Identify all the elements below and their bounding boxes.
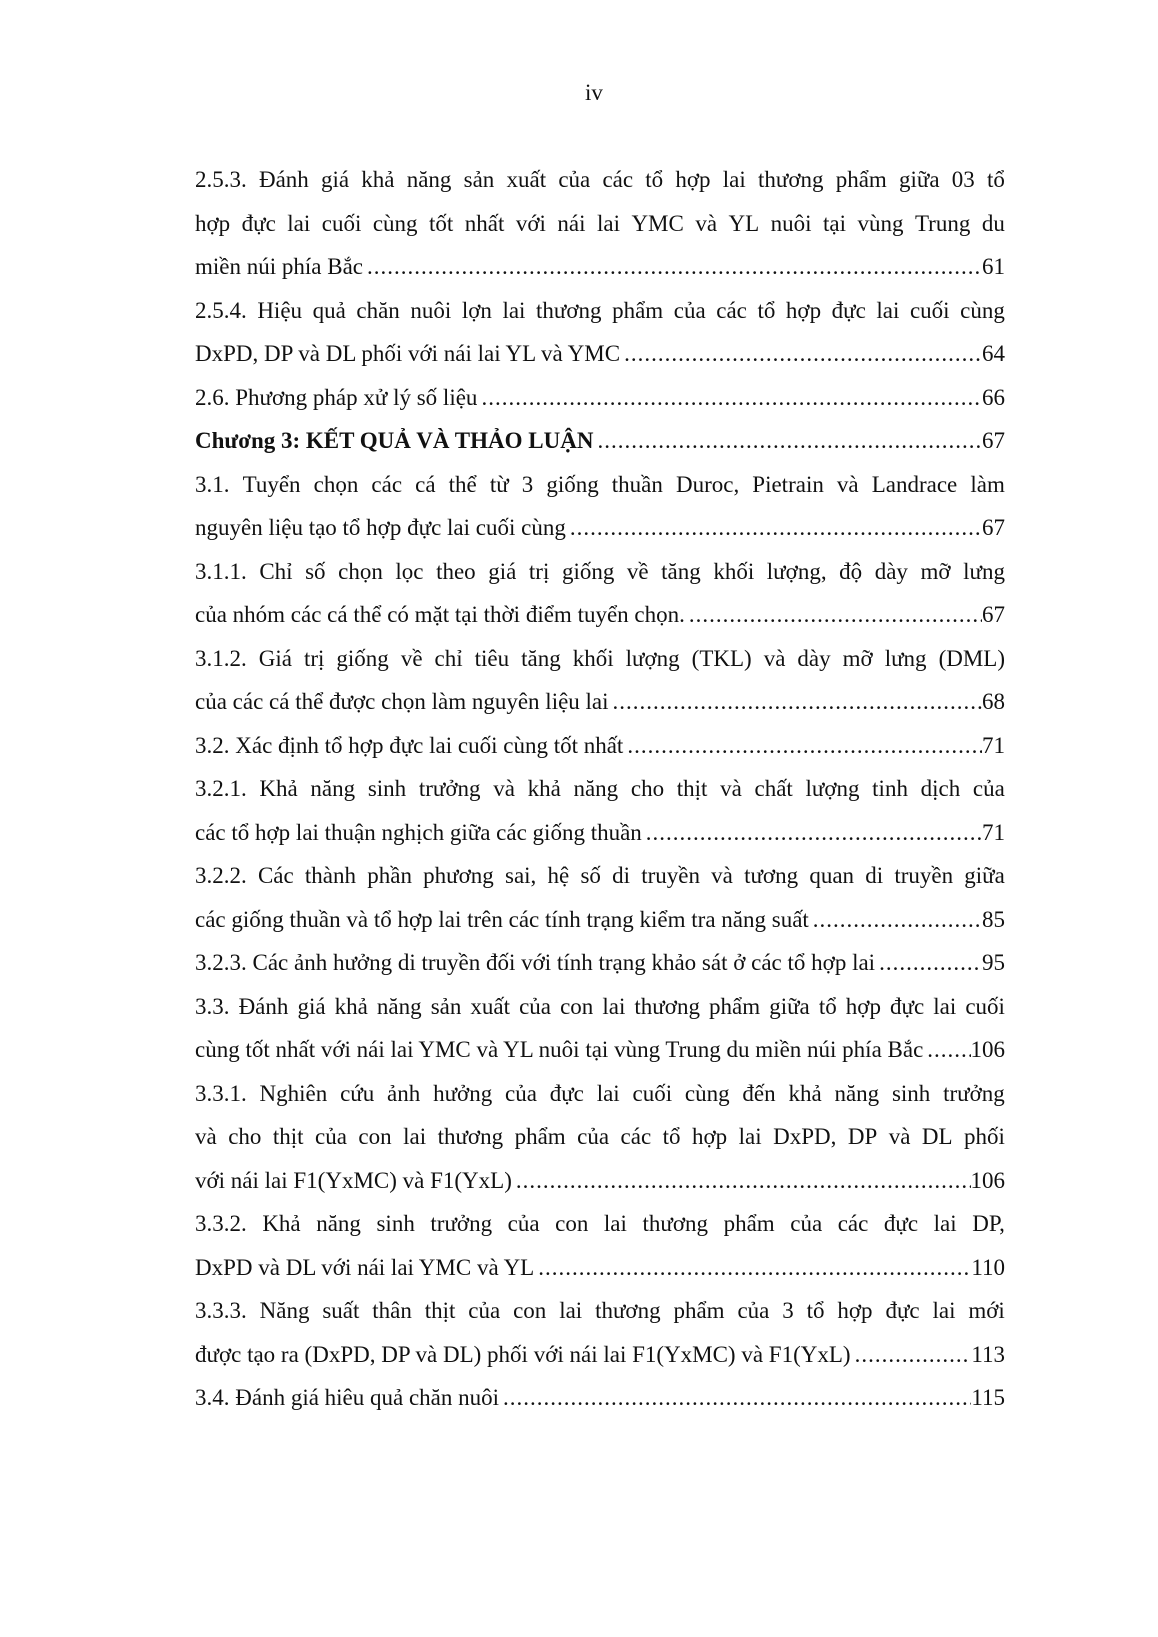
toc-entry-title: cùng tốt nhất với nái lai YMC và YL nuôi tại vùng Trung du miền núi phía Bắc: [195, 1037, 924, 1062]
dot-leader: [689, 593, 982, 637]
toc-entry[interactable]: [195, 1202, 1005, 1289]
toc-entry-last-line: [195, 376, 1005, 420]
toc-entry[interactable]: [195, 463, 1005, 550]
table-of-contents: [195, 158, 1005, 1420]
toc-entry-title: các tổ hợp lai thuận nghịch giữa các giống thuần: [195, 819, 642, 845]
toc-page-number: 106: [970, 1037, 1005, 1062]
toc-entry-title: của các cá thể được chọn làm nguyên liệu lai: [195, 689, 609, 714]
toc-entry-title: các giống thuần và tổ hợp lai trên các tính trạng kiểm tra năng suất: [195, 906, 809, 932]
toc-page-number: 85: [982, 906, 1005, 932]
toc-entry[interactable]: [195, 985, 1005, 1072]
dot-leader: [879, 941, 982, 985]
toc-entry[interactable]: [195, 289, 1005, 376]
toc-entry-line: hợp đực lai cuối cùng tốt nhất với nái lai YMC và YL nuôi tại vùng Trung du: [195, 210, 1005, 236]
toc-entry-title: 3.2. Xác định tổ hợp đực lai cuối cùng tốt nhất: [195, 732, 624, 758]
toc-page-number: 113: [971, 1341, 1005, 1367]
toc-entry-last-line: [195, 1159, 1005, 1203]
toc-entry-line: 3.3.1. Nghiên cứu ảnh hưởng của đực lai cuối cùng đến khả năng sinh trưởng: [195, 1080, 1005, 1106]
toc-entry[interactable]: [195, 767, 1005, 854]
toc-entry-line: 2.5.3. Đánh giá khả năng sản xuất của các tổ hợp lai thương phẩm giữa 03 tổ: [195, 167, 1005, 192]
toc-entry-title: 3.2.3. Các ảnh hưởng di truyền đối với tính trạng khảo sát ở các tổ hợp lai: [195, 950, 876, 975]
dot-leader: [624, 332, 982, 376]
dot-leader: [646, 811, 982, 855]
dot-leader: [538, 1246, 971, 1290]
toc-entry-title: của nhóm các cá thể có mặt tại thời điểm tuyển chọn.: [195, 602, 685, 627]
toc-entry[interactable]: [195, 419, 1005, 463]
toc-entry-line: 3.1.1. Chỉ số chọn lọc theo giá trị giống về tăng khối lượng, độ dày mỡ lưng: [195, 558, 1005, 584]
toc-entry[interactable]: [195, 724, 1005, 768]
dot-leader: [813, 898, 982, 942]
toc-entry-line: 3.2.1. Khả năng sinh trưởng và khả năng cho thịt và chất lượng tinh dịch của: [195, 776, 1005, 801]
toc-entry-title: DxPD, DP và DL phối với nái lai YL và YMC: [195, 341, 621, 366]
toc-page-number: 67: [982, 515, 1005, 540]
toc-entry-last-line: [195, 680, 1005, 724]
toc-page-number: 66: [982, 384, 1005, 410]
toc-page-number: 68: [982, 689, 1005, 714]
toc-entry-title: miền núi phía Bắc: [195, 254, 363, 279]
toc-entry[interactable]: [195, 854, 1005, 941]
dot-leader: [613, 680, 982, 724]
dot-leader: [570, 506, 982, 550]
toc-page-number: 95: [982, 950, 1005, 975]
toc-entry-last-line: [195, 419, 1005, 463]
toc-entry[interactable]: [195, 1376, 1005, 1420]
toc-page-number: 110: [971, 1254, 1005, 1280]
toc-entry[interactable]: [195, 376, 1005, 420]
toc-entry-title: 3.4. Đánh giá hiêu quả chăn nuôi: [195, 1385, 500, 1410]
toc-page-number: 115: [971, 1385, 1005, 1410]
toc-entry-last-line: [195, 332, 1005, 376]
toc-entry-last-line: [195, 506, 1005, 550]
dot-leader: [367, 245, 982, 289]
page-number: iv: [585, 80, 603, 105]
toc-page-number: 106: [970, 1167, 1005, 1193]
toc-entry-last-line: [195, 898, 1005, 942]
dot-leader: [516, 1159, 971, 1203]
toc-entry-title: Chương 3: KẾT QUẢ VÀ THẢO LUẬN: [195, 428, 594, 453]
toc-page-number: 67: [982, 602, 1005, 627]
dot-leader: [855, 1333, 972, 1377]
toc-page-number: 61: [982, 254, 1005, 279]
toc-entry[interactable]: [195, 1072, 1005, 1203]
toc-page-number: 67: [982, 428, 1005, 453]
toc-entry-title: 2.6. Phương pháp xử lý số liệu: [195, 384, 478, 410]
toc-entry[interactable]: [195, 158, 1005, 289]
dot-leader: [481, 376, 982, 420]
toc-entry-last-line: [195, 1376, 1005, 1420]
toc-entry-line: 3.3. Đánh giá khả năng sản xuất của con lai thương phẩm giữa tổ hợp đực lai cuối: [195, 993, 1005, 1019]
toc-entry-line: 3.2.2. Các thành phần phương sai, hệ số di truyền và tương quan di truyền giữa: [195, 863, 1005, 888]
toc-entry-last-line: [195, 593, 1005, 637]
toc-entry-last-line: [195, 811, 1005, 855]
toc-page-number: 71: [982, 819, 1005, 845]
toc-entry-line: 3.1.2. Giá trị giống về chỉ tiêu tăng khối lượng (TKL) và dày mỡ lưng (DML): [195, 645, 1005, 671]
toc-entry[interactable]: [195, 1289, 1005, 1376]
dot-leader: [927, 1028, 970, 1072]
toc-entry-line: 3.3.2. Khả năng sinh trưởng của con lai thương phẩm của các đực lai DP,: [195, 1211, 1005, 1236]
toc-entry-title: nguyên liệu tạo tổ hợp đực lai cuối cùng: [195, 515, 566, 540]
toc-entry-last-line: [195, 1333, 1005, 1377]
toc-entry-last-line: [195, 1028, 1005, 1072]
toc-entry-title: với nái lai F1(YxMC) và F1(YxL): [195, 1167, 512, 1193]
toc-page-number: 64: [982, 341, 1005, 366]
toc-entry[interactable]: [195, 550, 1005, 637]
toc-entry-line: và cho thịt của con lai thương phẩm của các tổ hợp lai DxPD, DP và DL phối: [195, 1124, 1005, 1149]
toc-entry-line: 3.1. Tuyển chọn các cá thể từ 3 giống thuần Duroc, Pietrain và Landrace làm: [195, 471, 1005, 497]
toc-entry-line: 2.5.4. Hiệu quả chăn nuôi lợn lai thương phẩm của các tổ hợp đực lai cuối cùng: [195, 297, 1005, 323]
toc-entry-line: 3.3.3. Năng suất thân thịt của con lai thương phẩm của 3 tổ hợp đực lai mới: [195, 1298, 1005, 1323]
toc-entry-title: DxPD và DL với nái lai YMC và YL: [195, 1254, 535, 1280]
toc-page-number: 71: [982, 732, 1005, 758]
toc-entry-title: được tạo ra (DxPD, DP và DL) phối với nái lai F1(YxMC) và F1(YxL): [195, 1341, 851, 1367]
toc-entry-last-line: [195, 941, 1005, 985]
dot-leader: [597, 419, 982, 463]
dot-leader: [627, 724, 982, 768]
toc-entry-last-line: [195, 1246, 1005, 1290]
toc-entry-last-line: [195, 245, 1005, 289]
toc-entry[interactable]: [195, 941, 1005, 985]
toc-entry[interactable]: [195, 637, 1005, 724]
toc-entry-last-line: [195, 724, 1005, 768]
dot-leader: [503, 1376, 971, 1420]
